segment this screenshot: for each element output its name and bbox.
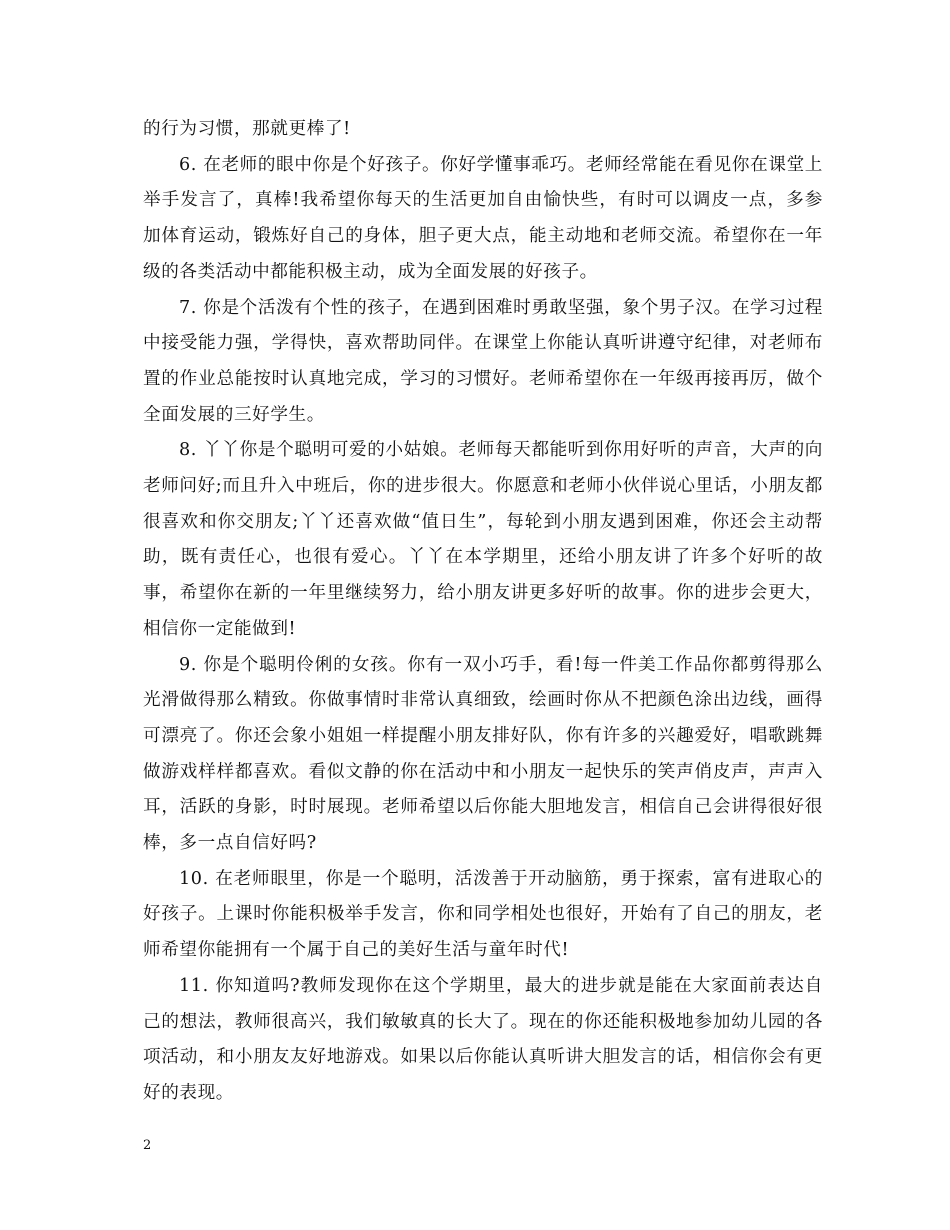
paragraph-comment-7: 7. 你是个活泼有个性的孩子，在遇到困难时勇敢坚强，象个男子汉。在学习过程中接受能力强，学得快，喜欢帮助同伴。在课堂上你能认真听讲遵守纪律，对老师布置的作业总能按时认真地完成，学习的习惯好。老师希望你在一年级再接再厉，做个全面发展的三好学生。 xyxy=(143,297,823,425)
paragraph-comment-9: 9. 你是个聪明伶俐的女孩。你有一双小巧手，看!每一件美工作品你都剪得那么光滑做得那么精致。你做事情时非常认真细致，绘画时你从不把颜色涂出边线，画得可漂亮了。你还会象小姐姐一样提醒小朋友排好队，你有许多的兴趣爱好，唱歌跳舞做游戏样样都喜欢。看似文静的你在活动中和小朋友一起快乐的笑声俏皮声，声声入耳，活跃的身影，时时展现。老师希望以后你能大胆地发言，相信自己会讲得很好很棒，多一点自信好吗? xyxy=(143,654,823,854)
document-body xyxy=(143,112,823,1112)
paragraph-comment-11: 11. 你知道吗?教师发现你在这个学期里，最大的进步就是能在大家面前表达自己的想法，教师很高兴，我们敏敏真的长大了。现在的你还能积极地参加幼儿园的各项活动，和小朋友友好地游戏。如果以后你能认真听讲大胆发言的话，相信你会有更好的表现。 xyxy=(143,975,823,1103)
page-number: 2 xyxy=(143,1138,152,1153)
paragraph-comment-8: 8. 丫丫你是个聪明可爱的小姑娘。老师每天都能听到你用好听的声音，大声的向老师问好;而且升入中班后，你的进步很大。你愿意和老师小伙伴说心里话，小朋友都很喜欢和你交朋友;丫丫还喜欢做“值日生”，每轮到小朋友遇到困难，你还会主动帮助，既有责任心，也很有爱心。丫丫在本学期里，还给小朋友讲了许多个好听的故事，希望你在新的一年里继续努力，给小朋友讲更多好听的故事。你的进步会更大，相信你一定能做到! xyxy=(143,440,823,639)
paragraph-continuation: 的行为习惯，那就更棒了! xyxy=(143,119,351,139)
paragraph-comment-6: 6. 在老师的眼中你是个好孩子。你好学懂事乖巧。老师经常能在看见你在课堂上举手发言了，真棒!我希望你每天的生活更加自由愉快些，有时可以调皮一点，多参加体育运动，锻炼好自己的身体，胆子更大点，能主动地和老师交流。希望你在一年级的各类活动中都能积极主动，成为全面发展的好孩子。 xyxy=(143,154,823,282)
paragraph-comment-10: 10. 在老师眼里，你是一个聪明，活泼善于开动脑筋，勇于探索，富有进取心的好孩子。上课时你能积极举手发言，你和同学相处也很好，开始有了自己的朋友，老师希望你能拥有一个属于自己的美好生活与童年时代! xyxy=(143,868,823,961)
